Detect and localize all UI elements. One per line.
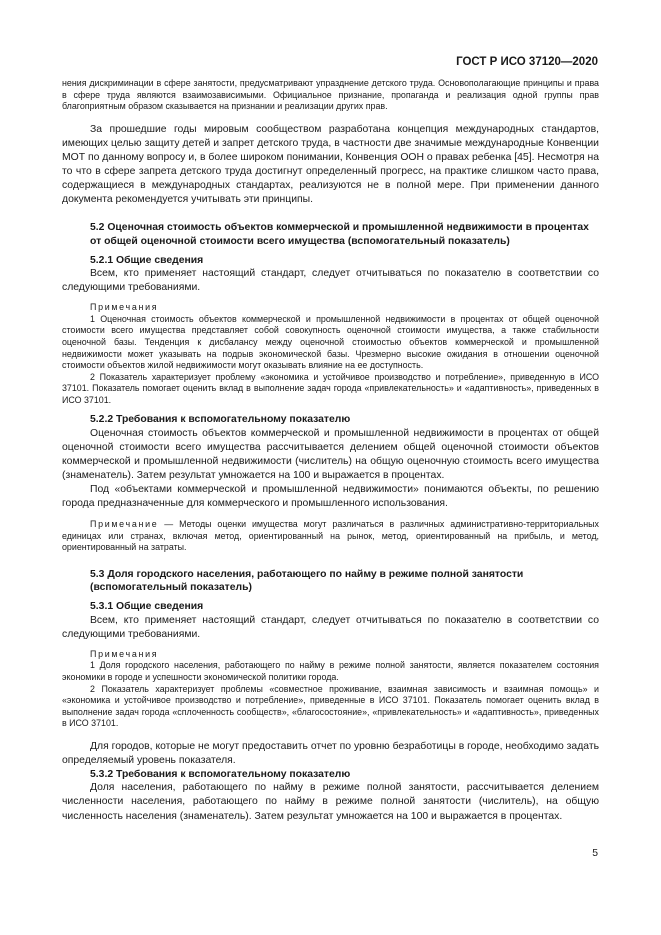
notes-label-5-2: Примечания [90, 302, 159, 313]
note-5-2-1: 1 Оценочная стоимость объектов коммерческой и промышленной недвижимости в процентах от общей оценочной стоимости всего имущества представляет собой совокупность оценочной стоимости имущества, а также стабильности оценочной базы. Тенденция к дисбалансу между оценочной стоимостью объектов коммерческой и промышленной недвижимости может указывать на подрыв экономической базы. Чрезмерно высокие ожидания в отношении оценочной стоимости объектов жилой недвижимости могут оказывать влияние на ее доступность. [62, 313, 599, 371]
note-5-3-1: 1 Доля городского населения, работающего по найму в режиме полной занятости, является показателем состояния экономики в городе и успешности экономической политики города. [62, 660, 599, 683]
note-5-3-2: 2 Показатель характеризует проблемы «совместное проживание, взаимная зависимость и взаимная помощь» и «экономика и устойчивое производство и потребление», приведенные в ИСО 37101. Показатель помогает оценить вклад в выполнение задач города «сплоченность сообществ», «благосостояние», «привлекательность» и «адаптивность», приведенных в ИСО 37101. [62, 683, 599, 729]
cities-paragraph: Для городов, которые не могут предоставить отчет по уровню безработицы в городе, необходимо задать определяемый уровень показателя. [62, 740, 599, 767]
section-5-2-1-heading: 5.2.1 Общие сведения [90, 254, 204, 266]
section-5-3-2-heading: 5.3.2 Требования к вспомогательному показателю [90, 769, 351, 781]
page-content [62, 78, 599, 824]
section-5-2-heading: 5.2 Оценочная стоимость объектов коммерческой и промышленной недвижимости в процентах от общей оценочной стоимости всего имущества (вспомогательный показатель) [90, 222, 589, 247]
paragraph-past-years: За прошедшие годы мировым сообществом разработана концепция международных стандартов, имеющих целью защиту детей и запрет детского труда, в частности две значимые международные Конвенции МОТ по данному вопросу и, в более широком понимании, Конвенция ООН о правах ребенка [45]. Несмотря на то что в сфере запрета детского труда достигнут определенный прогресс, на практике слишком часто права, содержащиеся в международных стандартах, реализуются не в полной мере. При применении данного документа рекомендуется учитывать эти принципы. [62, 123, 599, 206]
section-5-3-2-text: Доля населения, работающего по найму в режиме полной занятости, рассчитывается делением численности населения, работающего по найму в режиме полной занятости (числитель), на общую численность населения (знаменатель). Затем результат умножается на 100 и выражается в процентах. [62, 782, 599, 822]
section-5-2-2-paragraph-1: Оценочная стоимость объектов коммерческой и промышленной недвижимости в процентах от общей оценочной стоимости всего имущества рассчитывается делением общей оценочной стоимости объектов коммерческой и промышленной недвижимости (числитель) на общую оценочную стоимость всего имущества (знаменатель). Затем результат умножается на 100 и выражается в процентах. [62, 427, 599, 481]
section-5-2-1-text: Всем, кто применяет настоящий стандарт, следует отчитываться по показателю в соответствии со следующими требованиями. [62, 267, 599, 294]
section-5-3-1-heading: 5.3.1 Общие сведения [90, 601, 204, 613]
notes-label-5-3: Примечания [90, 648, 159, 659]
note-5-2-single [62, 519, 599, 554]
document-header: ГОСТ Р ИСО 37120—2020 [456, 56, 598, 68]
section-5-2-2-heading: 5.2.2 Требования к вспомогательному показателю [90, 414, 351, 426]
note-text: — Методы оценки имущества могут различаться в различных административно-территориальных единицах или странах, включая метод, ориентированный на рынок, метод, ориентированный на прибыль, и метод, ориентированный на затраты. [62, 519, 599, 553]
intro-continuation: нения дискриминации в сфере занятости, предусматривают упразднение детского труда. Основополагающие принципы и права в сфере труда являются взаимозависимыми. Официальное признание, пропаганда и реализация одной группы прав благоприятным образом сказывается на признании и реализации других прав. [62, 78, 599, 112]
page-number: 5 [592, 848, 598, 859]
section-5-2-2-paragraph-2: Под «объектами коммерческой и промышленной недвижимости» понимаются объекты, по решению города предназначенные для коммерческого и промышленного использования. [62, 484, 599, 510]
section-5-3-heading: 5.3 Доля городского населения, работающего по найму в режиме полной занятости (вспомогательный показатель) [90, 569, 524, 594]
section-5-3-1-text: Всем, кто применяет настоящий стандарт, следует отчитываться по показателю в соответствии со следующими требованиями. [62, 614, 599, 640]
note-5-2-2: 2 Показатель характеризует проблему «экономика и устойчивое производство и потребление», приведенную в ИСО 37101. Показатель помогает оценить вклад в выполнение задач города «привлекательность» и «адаптивность», приведенных в ИСО 37101. [62, 371, 599, 405]
note-label: Примечание [90, 519, 159, 530]
